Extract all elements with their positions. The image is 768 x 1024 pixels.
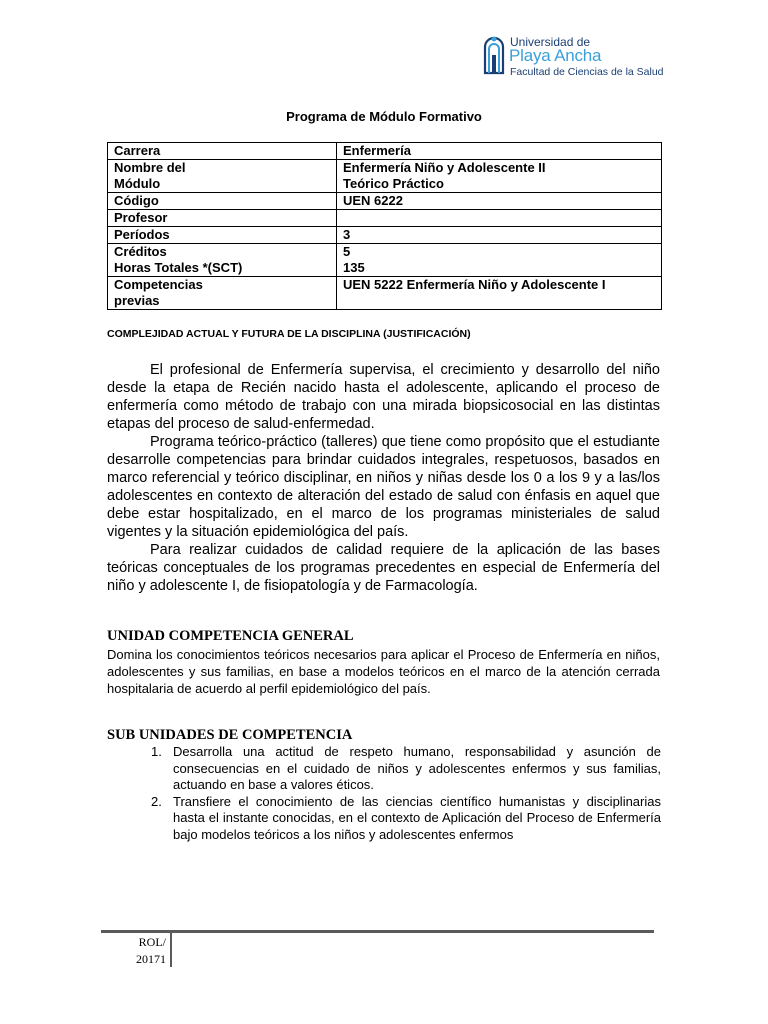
footer-divider [101,930,654,933]
table-value-cell: Enfermería [337,143,662,160]
university-emblem-icon [482,33,506,75]
table-label-cell: Carrera [108,143,337,160]
university-logo [482,33,662,81]
footer-rol [126,934,166,968]
list-item-text: Desarrolla una actitud de respeto humano, responsabilidad y asunción de consecuencias en el cuidado de niños y adolescentes enfermos y sus familias, actuando en base a valores éticos. [173,744,661,792]
table-row [108,277,662,310]
table-row [108,227,662,244]
table-label-cell: Profesor [108,210,337,227]
justification-section [107,361,660,595]
justification-paragraph: Para realizar cuidados de calidad requiere de la aplicación de las bases teóricas conceptuales de los programas precedentes en especial de Enfermería del niño y adolescente I, de fisiopatología y de Farmacología. [107,542,660,594]
table-label-cell: Períodos [108,227,337,244]
table-label-cell: Código [108,193,337,210]
table-label-cell: Competencias previas [108,277,337,310]
justification-heading: COMPLEJIDAD ACTUAL Y FUTURA DE LA DISCIPLINA (JUSTIFICACIÓN) [107,328,471,340]
footer-rol-number: 20171 [136,952,166,966]
list-item-number: 1. [151,744,162,759]
list-item [140,794,661,844]
footer-vertical-divider [170,933,172,967]
general-competence-heading: UNIDAD COMPETENCIA GENERAL [107,628,354,644]
logo-university-label: Universidad de [510,35,591,49]
table-row [108,160,662,193]
table-row [108,193,662,210]
subunits-list [140,744,661,843]
logo-faculty-name: Facultad de Ciencias de la Salud [510,66,664,78]
justification-paragraph: El profesional de Enfermería supervisa, el crecimiento y desarrollo del niño desde la etapa de Recién nacido hasta el adolescente, aplicando el proceso de enfermería como método de trabajo con una mirada biopsicosocial en las distintas etapas del proceso de salud-enfermedad. [107,362,660,432]
table-label-cell: Nombre del Módulo [108,160,337,193]
table-label-cell: Créditos Horas Totales *(SCT) [108,244,337,277]
logo-university-name: Playa Ancha [509,46,602,65]
subunits-heading: SUB UNIDADES DE COMPETENCIA [107,727,353,743]
table-value-cell: UEN 5222 Enfermería Niño y Adolescente I [337,277,662,310]
table-row [108,244,662,277]
justification-paragraph: Programa teórico-práctico (talleres) que tiene como propósito que el estudiante desarrolle competencias para brindar cuidados integrales, respetuosos, basados en marco referencial y teórico disciplinar, en niños y niñas desde los 0 a los 9 y a las/los adolescentes en contexto de alteración del estado de salud con énfasis en aquel que debe estar hospitalizado, en el marco de los programas ministeriales de salud vigentes y la situación epidemiológica del país. [107,434,660,540]
document-title: Programa de Módulo Formativo [286,109,482,124]
table-value-cell: 3 [337,227,662,244]
table-row [108,143,662,160]
table-value-cell [337,210,662,227]
footer-rol-label: ROL/ [138,935,166,949]
table-row [108,210,662,227]
list-item-number: 2. [151,793,162,809]
table-value-cell: Enfermería Niño y Adolescente II Teórico Práctico [337,160,662,193]
module-info-table [107,142,662,310]
list-item [140,744,661,794]
table-value-cell: 5 135 [337,244,662,277]
general-competence-text: Domina los conocimientos teóricos necesarios para aplicar el Proceso de Enfermería en niños, adolescentes y sus familias, en base a modelos teóricos en el marco de la atención cerrada hospitalaria de acuerdo al perfil epidemiológico del país. [107,647,660,696]
list-item-text: Transfiere el conocimiento de las ciencias científico humanistas y disciplinarias hasta el instante conocidas, en el contexto de Aplicación del Proceso de Enfermería bajo modelos teóricos a los niños y adolescentes enfermos [173,793,661,842]
table-value-cell: UEN 6222 [337,193,662,210]
